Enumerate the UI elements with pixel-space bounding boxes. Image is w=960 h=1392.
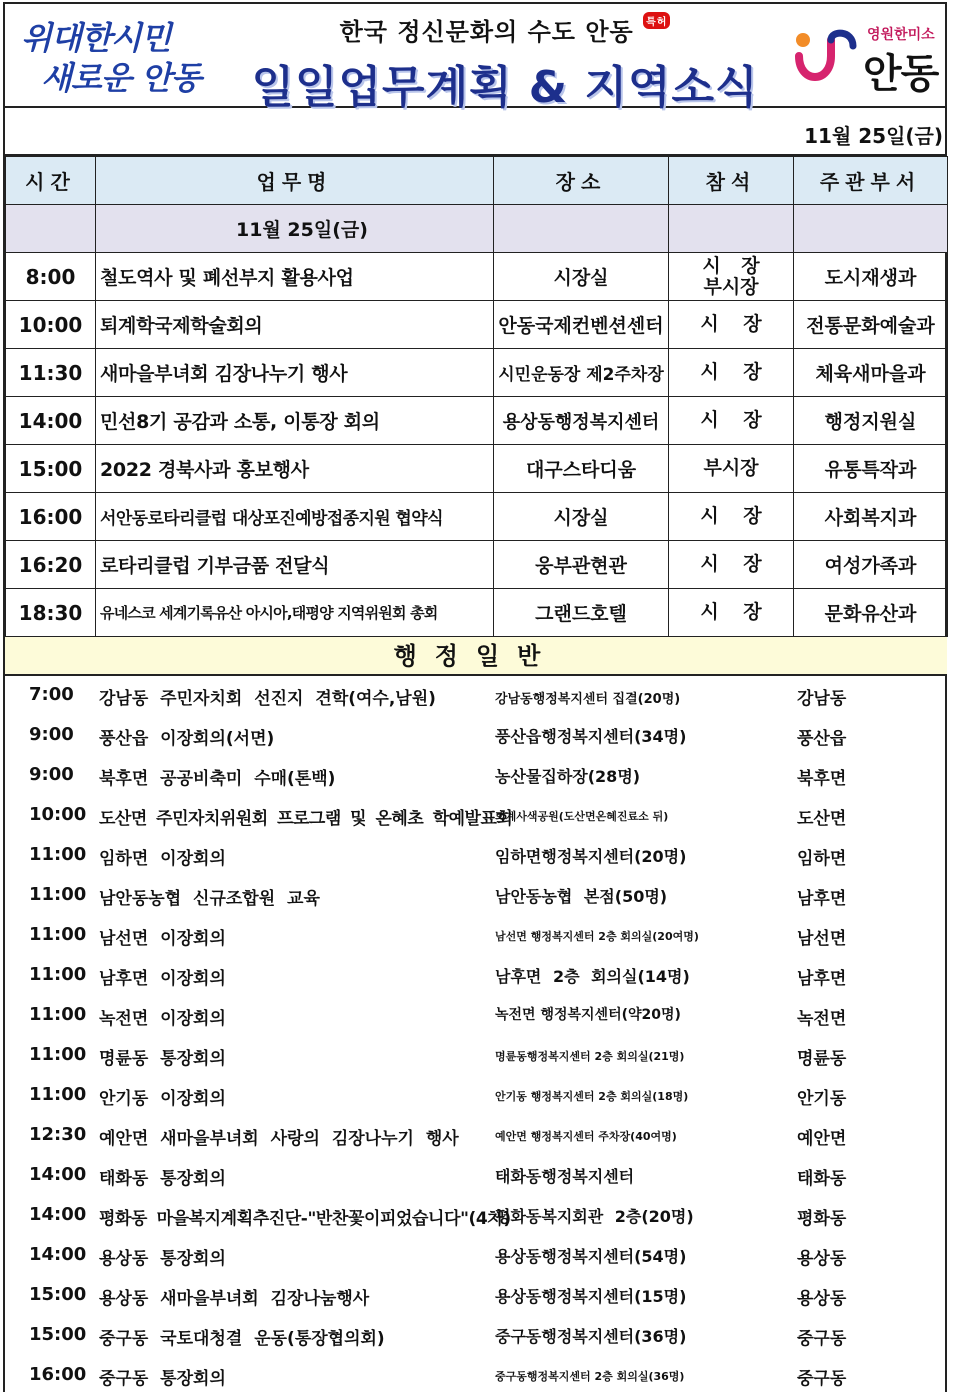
row-dept: 행정지원실 xyxy=(794,397,948,445)
col-task: 업무명 xyxy=(96,157,494,205)
item-place: 명륜동행정복지센터 2층 회의실(21명) xyxy=(495,1050,685,1063)
item-task: 강남동 주민자치회 선진지 견학(여수,남원) xyxy=(99,689,436,709)
item-task: 녹전면 이장회의 xyxy=(99,1009,226,1029)
list-item xyxy=(5,796,945,836)
table-row xyxy=(6,349,948,397)
list-item xyxy=(5,996,945,1036)
item-place: 태화동행정복지센터 xyxy=(495,1167,635,1186)
item-place: 녹전면 행정복지센터(약20명) xyxy=(495,1007,681,1023)
row-place: 시민운동장 제2주차장 xyxy=(494,349,669,397)
row-dept: 도시재생과 xyxy=(794,253,948,301)
row-attend xyxy=(669,253,794,301)
item-dept: 중구동 xyxy=(797,1369,847,1389)
item-dept: 용상동 xyxy=(797,1249,847,1269)
row-task: 2022 경북사과 홍보행사 xyxy=(96,445,494,493)
item-place: 남선면 행정복지센터 2층 회의실(20여명) xyxy=(495,930,699,943)
item-dept: 평화동 xyxy=(797,1209,847,1229)
list-item xyxy=(5,1036,945,1076)
row-dept: 유통특작과 xyxy=(794,445,948,493)
row-dept: 체육새마을과 xyxy=(794,349,948,397)
item-task: 평화동 마을복지계획추진단-"반찬꽃이피었습니다"(4차) xyxy=(99,1209,511,1229)
list-item xyxy=(5,1356,945,1392)
table-row xyxy=(6,493,948,541)
item-dept: 남후면 xyxy=(797,969,847,989)
row-place: 대구스타디움 xyxy=(494,445,669,493)
item-dept: 녹전면 xyxy=(797,1009,847,1029)
item-place: 퇴계사색공원(도산면온혜진료소 뒤) xyxy=(495,810,669,823)
list-item xyxy=(5,676,945,716)
page-title: 일일업무계획 & 지역소식 xyxy=(251,62,759,113)
item-time: 12:30 xyxy=(29,1124,87,1145)
item-time: 10:00 xyxy=(29,804,87,825)
item-place: 풍산읍행정복지센터(34명) xyxy=(495,727,687,746)
slogan-line2: 새로운 안동 xyxy=(41,59,201,97)
row-attend: 시 장 xyxy=(669,589,794,637)
row-attend: 시 장 xyxy=(669,301,794,349)
item-dept: 남후면 xyxy=(797,889,847,909)
row-place: 용상동행정복지센터 xyxy=(494,397,669,445)
item-time: 11:00 xyxy=(29,924,87,945)
row-task: 새마을부녀회 김장나누기 행사 xyxy=(96,349,494,397)
table-date-row xyxy=(6,205,948,253)
item-place: 용상동행정복지센터(15명) xyxy=(495,1287,687,1306)
row-attend: 시 장 xyxy=(669,493,794,541)
row-place: 시장실 xyxy=(494,253,669,301)
row-attend: 시 장 xyxy=(669,541,794,589)
row-task: 철도역사 및 폐선부지 활용사업 xyxy=(96,253,494,301)
row-task: 유네스코 세계기록유산 아시아,태평양 지역위원회 총회 xyxy=(96,589,494,637)
item-place: 남안동농협 본점(50명) xyxy=(495,887,668,906)
item-dept: 태화동 xyxy=(797,1169,847,1189)
attend-line1: 시 장 xyxy=(702,254,760,277)
item-place: 중구동행정복지센터(36명) xyxy=(495,1327,687,1346)
row-place: 그랜드호텔 xyxy=(494,589,669,637)
item-place: 농산물집하장(28명) xyxy=(495,767,641,786)
item-time: 14:00 xyxy=(29,1244,87,1265)
item-task: 임하면 이장회의 xyxy=(99,849,226,869)
list-item xyxy=(5,1276,945,1316)
row-time: 16:00 xyxy=(6,493,96,541)
item-dept: 용상동 xyxy=(797,1289,847,1309)
item-place: 강남동행정복지센터 집결(20명) xyxy=(495,692,681,707)
patent-mark: 특허 xyxy=(643,12,670,29)
row-dept: 사회복지과 xyxy=(794,493,948,541)
slogan xyxy=(21,18,211,98)
subtitle-text: 한국 정신문화의 수도 안동 xyxy=(339,18,634,46)
list-item xyxy=(5,876,945,916)
item-task: 풍산읍 이장회의(서면) xyxy=(99,729,275,749)
row-time: 11:30 xyxy=(6,349,96,397)
item-dept: 풍산읍 xyxy=(797,729,847,749)
item-dept: 임하면 xyxy=(797,849,847,869)
slogan-line1: 위대한시민 xyxy=(21,19,171,57)
item-dept: 강남동 xyxy=(797,689,847,709)
item-place: 남후면 2층 회의실(14명) xyxy=(495,967,690,986)
item-dept: 안기동 xyxy=(797,1089,847,1109)
item-time: 14:00 xyxy=(29,1164,87,1185)
row-place: 시장실 xyxy=(494,493,669,541)
list-item xyxy=(5,1156,945,1196)
row-attend: 시 장 xyxy=(669,349,794,397)
col-place: 장소 xyxy=(494,157,669,205)
date-row xyxy=(5,110,945,156)
list-item xyxy=(5,1196,945,1236)
item-place: 임하면행정복지센터(20명) xyxy=(495,847,687,866)
row-attend: 시 장 xyxy=(669,397,794,445)
list-item xyxy=(5,716,945,756)
item-dept: 북후면 xyxy=(797,769,847,789)
row-dept: 전통문화예술과 xyxy=(794,301,948,349)
document-frame xyxy=(3,2,947,1392)
header xyxy=(5,4,945,113)
page-date: 11월 25일(금) xyxy=(804,124,943,148)
item-time: 11:00 xyxy=(29,1044,87,1065)
item-task: 남후면 이장회의 xyxy=(99,969,226,989)
item-task: 용상동 새마을부녀회 김장나눔행사 xyxy=(99,1289,370,1309)
list-item xyxy=(5,1076,945,1116)
list-item xyxy=(5,956,945,996)
row-task: 로타리클럽 기부금품 전달식 xyxy=(96,541,494,589)
item-time: 7:00 xyxy=(29,684,74,705)
row-time: 10:00 xyxy=(6,301,96,349)
col-time: 시간 xyxy=(6,157,96,205)
logo-name: 안동 xyxy=(863,51,939,97)
item-dept: 중구동 xyxy=(797,1329,847,1349)
table-row xyxy=(6,397,948,445)
attend-line2: 부시장 xyxy=(703,275,759,298)
item-time: 15:00 xyxy=(29,1324,87,1345)
item-task: 남안동농협 신규조합원 교육 xyxy=(99,889,320,909)
item-task: 용상동 통장회의 xyxy=(99,1249,226,1269)
row-attend: 부시장 xyxy=(669,445,794,493)
item-dept: 명륜동 xyxy=(797,1049,847,1069)
list-item xyxy=(5,1316,945,1356)
item-time: 9:00 xyxy=(29,764,74,785)
table-row xyxy=(6,301,948,349)
row-time: 15:00 xyxy=(6,445,96,493)
item-time: 9:00 xyxy=(29,724,74,745)
logo-slogan: 영원한미소 xyxy=(867,27,935,43)
andong-logo xyxy=(791,20,941,97)
item-place: 용상동행정복지센터(54명) xyxy=(495,1247,687,1266)
item-place: 예안면 행정복지센터 주차장(40여명) xyxy=(495,1130,677,1143)
list-item xyxy=(5,836,945,876)
list-item xyxy=(5,916,945,956)
row-dept: 여성가족과 xyxy=(794,541,948,589)
general-section-title: 행정일반 xyxy=(5,636,947,676)
item-dept: 도산면 xyxy=(797,809,847,829)
item-task: 도산면 주민자치위원회 프로그램 및 온혜초 학예발표회 xyxy=(99,809,513,829)
item-place: 평화동복지회관 2층(20명) xyxy=(495,1207,694,1226)
row-time: 14:00 xyxy=(6,397,96,445)
list-item xyxy=(5,1236,945,1276)
schedule-table xyxy=(5,156,948,637)
row-task: 민선8기 공감과 소통, 이통장 회의 xyxy=(96,397,494,445)
item-time: 11:00 xyxy=(29,1084,87,1105)
table-row xyxy=(6,445,948,493)
item-task: 북후면 공공비축미 수매(톤백) xyxy=(99,769,336,789)
table-date: 11월 25일(금) xyxy=(96,205,494,253)
col-dept: 주관부서 xyxy=(794,157,948,205)
item-task: 중구동 통장회의 xyxy=(99,1369,226,1389)
item-dept: 남선면 xyxy=(797,929,847,949)
col-attend: 참석 xyxy=(669,157,794,205)
row-time: 16:20 xyxy=(6,541,96,589)
item-place: 중구동행정복지센터 2층 회의실(36명) xyxy=(495,1370,685,1383)
item-time: 11:00 xyxy=(29,884,87,905)
general-list xyxy=(5,676,945,1392)
item-time: 11:00 xyxy=(29,844,87,865)
item-place: 안기동 행정복지센터 2층 회의실(18명) xyxy=(495,1090,689,1103)
row-time: 8:00 xyxy=(6,253,96,301)
item-dept: 예안면 xyxy=(797,1129,847,1149)
row-task: 퇴계학국제학술회의 xyxy=(96,301,494,349)
row-task: 서안동로타리클럽 대상포진예방접종지원 협약식 xyxy=(96,493,494,541)
item-task: 예안면 새마을부녀회 사랑의 김장나누기 행사 xyxy=(99,1129,459,1149)
row-time: 18:30 xyxy=(6,589,96,637)
item-time: 14:00 xyxy=(29,1204,87,1225)
smile-logo-icon xyxy=(791,26,861,90)
item-time: 11:00 xyxy=(29,964,87,985)
table-row xyxy=(6,541,948,589)
list-item xyxy=(5,1116,945,1156)
row-dept: 문화유산과 xyxy=(794,589,948,637)
item-task: 남선면 이장회의 xyxy=(99,929,226,949)
header-titles xyxy=(225,12,785,115)
item-task: 중구동 국토대청결 운동(통장협의회) xyxy=(99,1329,385,1349)
item-time: 16:00 xyxy=(29,1364,87,1385)
table-header xyxy=(6,157,948,205)
item-task: 태화동 통장회의 xyxy=(99,1169,226,1189)
table-row xyxy=(6,253,948,301)
row-place: 웅부관현관 xyxy=(494,541,669,589)
item-task: 안기동 이장회의 xyxy=(99,1089,226,1109)
table-row xyxy=(6,589,948,637)
item-time: 15:00 xyxy=(29,1284,87,1305)
item-time: 11:00 xyxy=(29,1004,87,1025)
item-task: 명륜동 통장회의 xyxy=(99,1049,226,1069)
header-subtitle xyxy=(225,12,785,47)
row-place: 안동국제컨벤션센터 xyxy=(494,301,669,349)
list-item xyxy=(5,756,945,796)
